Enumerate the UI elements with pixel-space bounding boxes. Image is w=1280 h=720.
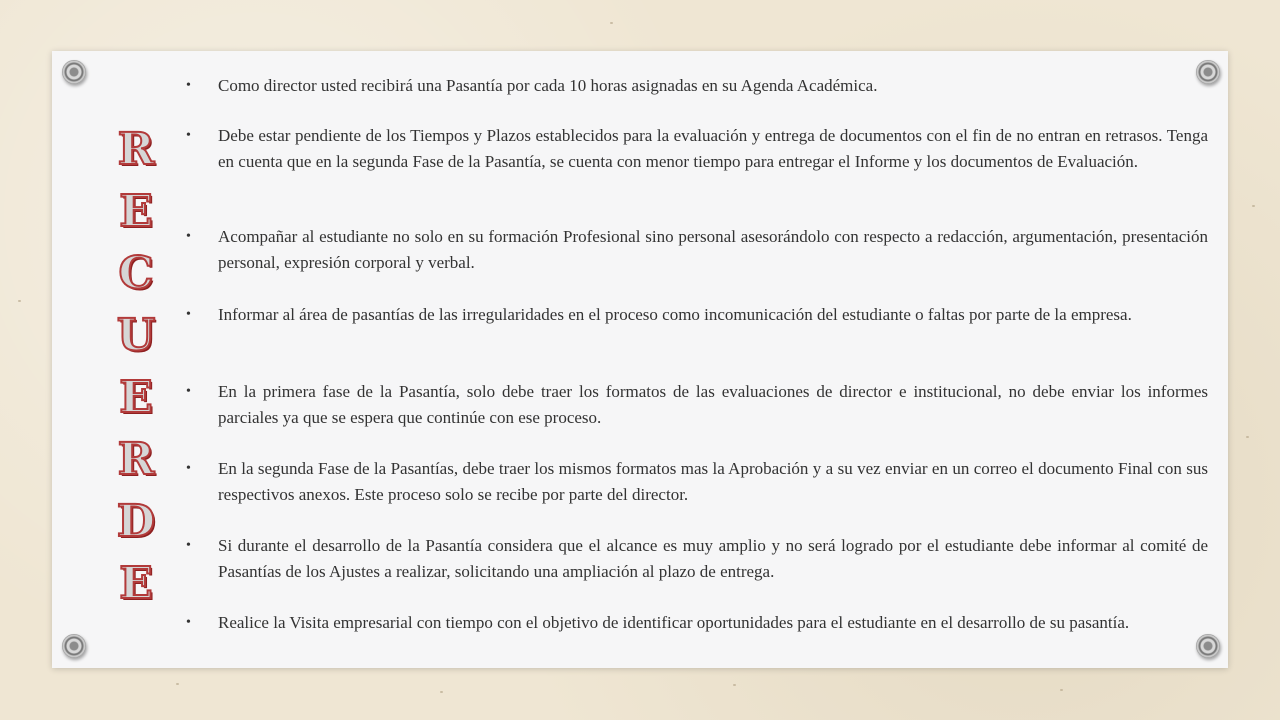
bullet-icon: •: [186, 384, 191, 399]
background-speckle: [18, 300, 21, 302]
title-letter: R: [117, 434, 155, 485]
bullet-icon: •: [186, 78, 191, 93]
bullet-icon: •: [186, 615, 191, 630]
list-item: [186, 379, 1208, 431]
bullet-icon: •: [186, 128, 191, 143]
pushpin-icon: [62, 634, 86, 658]
title-letter: E: [119, 372, 153, 423]
vertical-title: [104, 126, 168, 616]
background-speckle: [733, 684, 736, 686]
title-letter: E: [119, 558, 153, 609]
list-item: [186, 610, 1208, 636]
pushpin-icon: [1196, 634, 1220, 658]
bullet-icon: •: [186, 461, 191, 476]
background-speckle: [1060, 689, 1063, 691]
list-item: [186, 224, 1208, 276]
pushpin-icon: [62, 60, 86, 84]
title-letter: R: [117, 124, 155, 175]
list-item-text: Informar al área de pasantías de las irregularidades en el proceso como incomunicación del estudiante o faltas por parte de la empresa.: [218, 305, 1132, 324]
title-letter: U: [116, 310, 156, 361]
list-item-text: Acompañar al estudiante no solo en su formación Profesional sino personal asesorándolo con respecto a redacción, argumentación, presentación personal, expresión corporal y verbal.: [218, 227, 1208, 272]
title-letter: E: [119, 186, 153, 237]
list-item-text: En la primera fase de la Pasantía, solo debe traer los formatos de las evaluaciones de director e institucional, no debe enviar los informes parciales ya que se espera que continúe con ese proceso.: [218, 382, 1208, 427]
background-speckle: [1246, 436, 1249, 438]
list-item-text: Debe estar pendiente de los Tiempos y Plazos establecidos para la evaluación y entrega de documentos con el fin de no entran en retrasos. Tenga en cuenta que en la segunda Fase de la Pasantía, se cuenta con menor tiempo para entregar el Informe y los documentos de Evaluación.: [218, 126, 1208, 171]
list-item-text: En la segunda Fase de la Pasantías, debe traer los mismos formatos mas la Aprobación y a su vez enviar en un correo el documento Final con sus respectivos anexos. Este proceso solo se recibe por parte del director.: [218, 459, 1208, 504]
background-speckle: [1252, 205, 1255, 207]
list-item-text: Si durante el desarrollo de la Pasantía considera que el alcance es muy amplio y no será logrado por el estudiante debe informar al comité de Pasantías de los Ajustes a realizar, solicitando una ampliación al plazo de entrega.: [218, 536, 1208, 581]
bullet-icon: •: [186, 307, 191, 322]
list-item: [186, 73, 1208, 99]
title-letter: C: [118, 248, 154, 299]
list-item: [186, 123, 1208, 175]
background-speckle: [176, 683, 179, 685]
title-letter: D: [116, 496, 156, 547]
bullet-icon: •: [186, 229, 191, 244]
background-speckle: [610, 22, 613, 24]
list-item: [186, 533, 1208, 585]
list-item-text: Realice la Visita empresarial con tiempo con el objetivo de identificar oportunidades para el estudiante en el desarrollo de su pasantía.: [218, 613, 1130, 632]
bullet-icon: •: [186, 538, 191, 553]
list-item: [186, 456, 1208, 508]
list-item: [186, 302, 1208, 328]
list-item-text: Como director usted recibirá una Pasantía por cada 10 horas asignadas en su Agenda Académica.: [218, 76, 878, 95]
background-speckle: [440, 691, 443, 693]
